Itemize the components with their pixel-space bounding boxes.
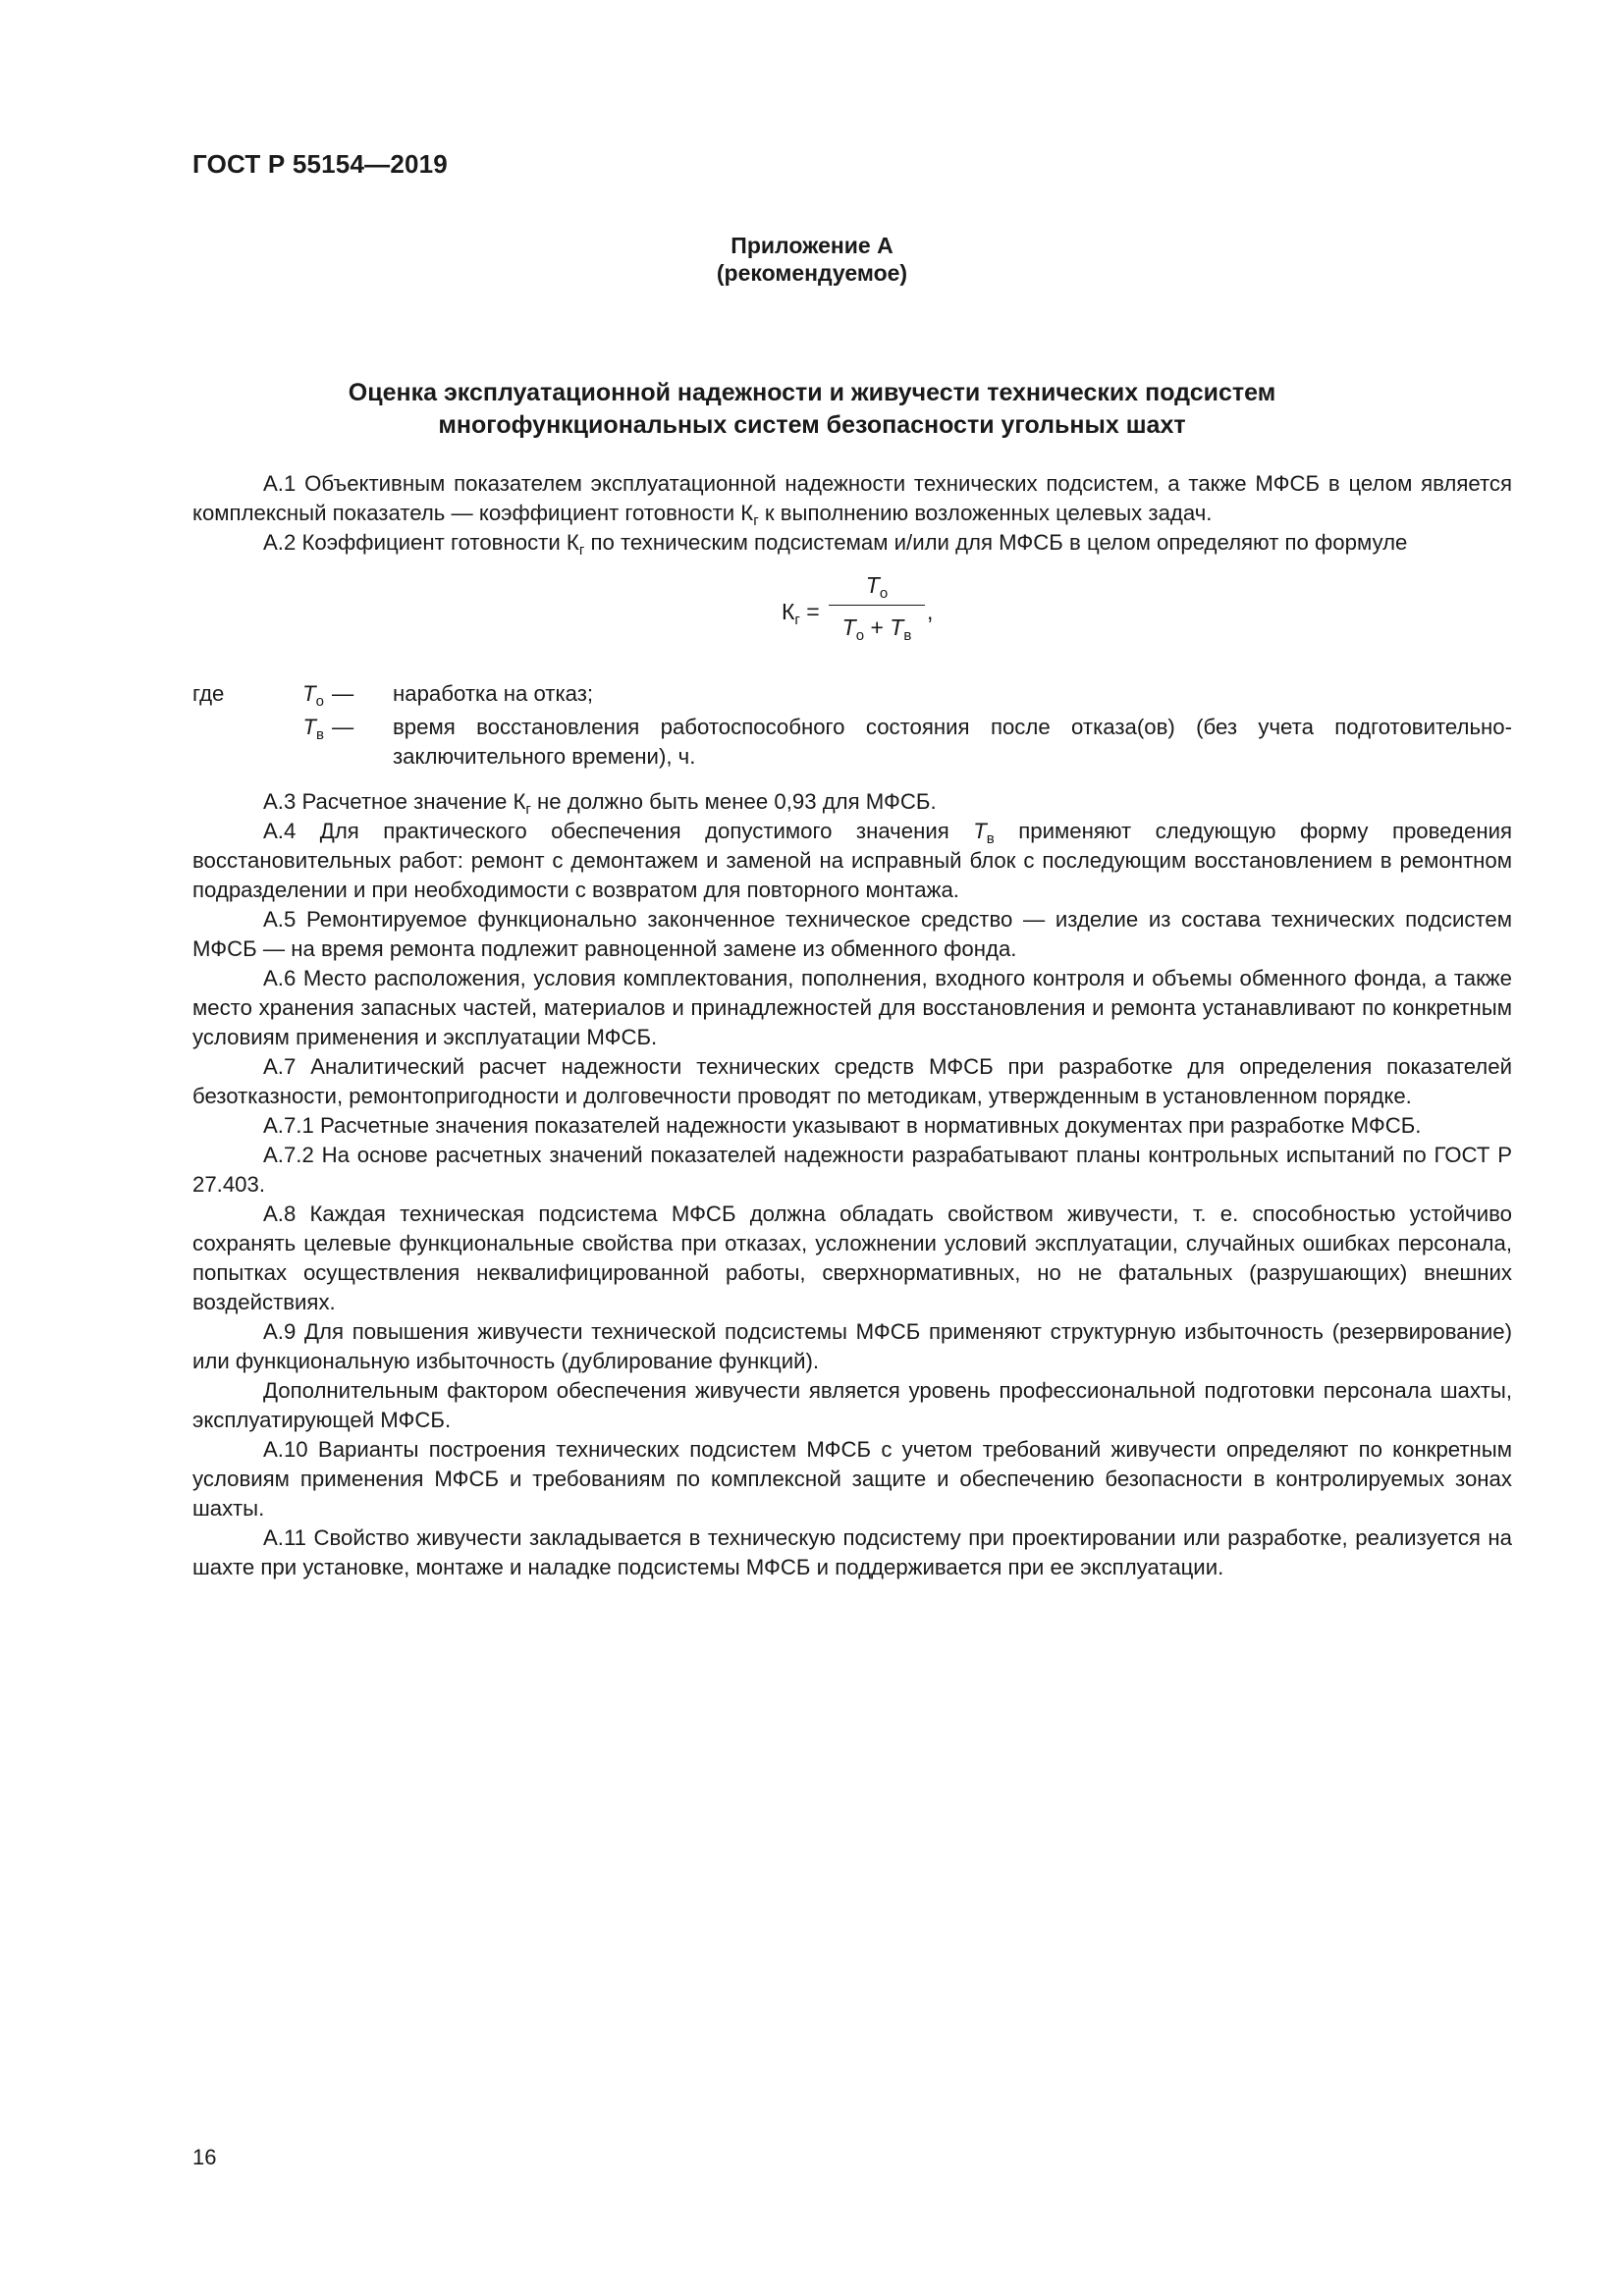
annex-body [192, 469, 1512, 1582]
formula-lhs: $К_г$ = [782, 599, 820, 628]
formula-fraction [829, 569, 925, 643]
paragraph-a11: А.11 Свойство живучести закладывается в техническую подсистему при проектировании или разработке, реализуется на шахте при установке, монтаже и наладке подсистемы МФСБ и поддерживается при ее эксплуатации. [192, 1525, 1512, 1579]
where-item-tv-text: время восстановления работоспособного состояния после отказа(ов) (без учета подготовительно-заключительного времени), ч. [393, 715, 1512, 769]
paragraph-a4: А.4 Для практического обеспечения допустимого значения $T_в$ применяют следующую форму проведения восстановительных работ: ремонт с демонтажем и заменой на исправный блок с последующим восстановлением в ремонтном подразделении и при необходимости с возвратом для повторного монтажа. [192, 819, 1512, 902]
paragraph-a7-1: А.7.1 Расчетные значения показателей надежности указывают в нормативных документах при разработке МФСБ. [263, 1113, 1422, 1138]
paragraph-a9-extra: Дополнительным фактором обеспечения живучести является уровень профессиональной подготовки персонала шахты, эксплуатирующей МФСБ. [192, 1378, 1512, 1432]
paragraph-a8: А.8 Каждая техническая подсистема МФСБ должна обладать свойством живучести, т. е. способностью устойчиво сохранять целевые функциональные свойства при отказах, усложнении условий эксплуатации, случайных ошибках персонала, попытках осуществления неквалифицированной работы, сверхнормативных, но не фатальных (разрушающих) внешних воздействиях. [192, 1201, 1512, 1314]
paragraph-a9: А.9 Для повышения живучести технической подсистемы МФСБ применяют структурную избыточность (резервирование) или функциональную избыточность (дублирование функций). [192, 1319, 1512, 1373]
paragraph-a2: А.2 Коэффициент готовности $К_г$ по техническим подсистемам и/или для МФСБ в целом определяют по формуле [263, 530, 1408, 559]
where-list [192, 679, 1512, 772]
paragraph-a1: А.1 Объективным показателем эксплуатационной надежности технических подсистем, а также МФСБ в целом является комплексный показатель — коэффициент готовности $К_г$ к выполнению возложенных целевых задач. [192, 471, 1512, 529]
formula-numerator: $T_о$ [865, 572, 889, 602]
annex-title [0, 377, 1624, 442]
where-item-tv: $T_в$ — время восстановления работоспособного состояния после отказа(ов) (без учета подготовительно-заключительного времени), ч. [302, 715, 1512, 769]
paragraph-a6: А.6 Место расположения, условия комплектования, пополнения, входного контроля и объемы обменного фонда, а также место хранения запасных частей, материалов и принадлежностей для восстановления и ремонта устанавливают по конкретным условиям применения и эксплуатации МФСБ. [192, 966, 1512, 1049]
paragraph-a7-2: А.7.2 На основе расчетных значений показателей надежности разрабатывают планы контрольных испытаний по ГОСТ Р 27.403. [192, 1143, 1512, 1197]
formula-denominator: $T_о + T_в$ [841, 614, 912, 644]
annex-title-line-1: Оценка эксплуатационной надежности и живучести технических подсистем [348, 379, 1276, 406]
document-code: ГОСТ Р 55154—2019 [192, 149, 448, 179]
paragraph-a5: А.5 Ремонтируемое функционально законченное техническое средство — изделие из состава технических подсистем МФСБ — на время ремонта подлежит равноценной замене из обменного фонда. [192, 907, 1512, 961]
fraction-bar [829, 605, 925, 606]
availability-formula [192, 569, 1512, 666]
annex-status: (рекомендуемое) [716, 260, 908, 286]
where-item-to-text: наработка на отказ; [393, 681, 594, 706]
where-intro: где [192, 681, 225, 706]
page-number: 16 [192, 2145, 217, 2169]
where-item-to: где $T_о$ — наработка на отказ; [192, 681, 594, 710]
annex-label: Приложение А [731, 233, 893, 258]
paragraph-a3: А.3 Расчетное значение $К_г$ не должно быть менее 0,93 для МФСБ. [263, 789, 937, 818]
annex-heading [0, 232, 1624, 287]
annex-title-line-2: многофункциональных систем безопасности угольных шахт [438, 411, 1186, 439]
formula-comma: , [927, 599, 934, 624]
paragraph-a10: А.10 Варианты построения технических подсистем МФСБ с учетом требований живучести определяют по конкретным условиям применения МФСБ и требованиям по комплексной защите и обеспечению безопасности в контролируемых зонах шахты. [192, 1437, 1512, 1521]
paragraph-a7: А.7 Аналитический расчет надежности технических средств МФСБ при разработке для определения показателей безотказности, ремонтопригодности и долговечности проводят по методикам, утвержденным в установленном порядке. [192, 1054, 1512, 1108]
